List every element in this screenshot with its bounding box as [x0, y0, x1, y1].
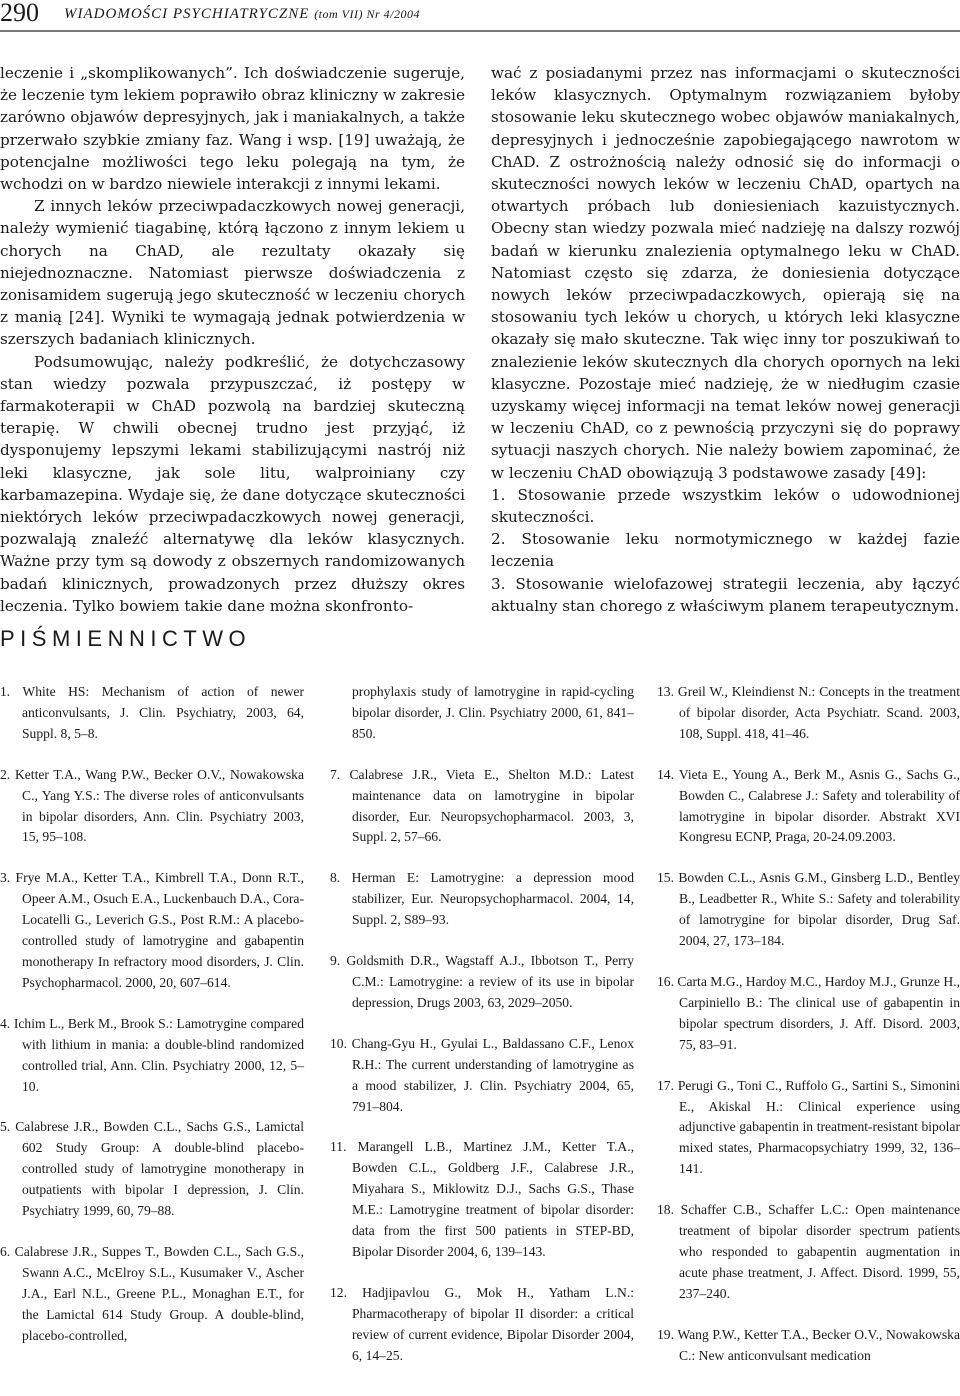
reference-item: 8. Herman E: Lamotrygine: a depression mood stabilizer, Eur. Neuropsychopharmacol. 2004, 14, Suppl. 2, S89–93.	[330, 870, 634, 928]
reference-item: 14. Vieta E., Young A., Berk M., Asnis G., Sachs G., Bowden C., Calabrese J.: Safety and tolerability of lamotrygine in bipolar disorder. Abstrakt XVI Kongresu ECNP, Praga, 20-24.09.2003.	[657, 766, 960, 845]
reference-item: 18. Schaffer C.B., Schaffer L.C.: Open maintenance treatment of bipolar disorder spectrum patients who responded to gabapentin augmentation in acute phase treatment, J. Affect. Disord. 1999, 55, 237–240.	[657, 1202, 960, 1301]
reference-item: 7. Calabrese J.R., Vieta E., Shelton M.D.: Latest maintenance data on lamotrygine in bipolar disorder, Eur. Neuropsychopharmacol. 2003, 3, Suppl. 2, 57–66.	[330, 766, 634, 845]
body-column-left	[0, 62, 465, 617]
header-rule	[0, 30, 960, 32]
reference-item: 11. Marangell L.B., Martinez J.M., Ketter T.A., Bowden C.L., Goldberg J.F., Calabrese J.R., Miyahara S., Miklowitz D.J., Sachs G.S., Thase M.E.: Lamotrygine treatment of bipolar disorder: data from the first 500 patients in STEP-BD, Bipolar Disorder 2004, 6, 139–143.	[330, 1139, 634, 1259]
paragraph: Z innych leków przeciwpadaczkowych nowej generacji, należy wymienić tiagabinę, którą łączono z innym lekiem u chorych na ChAD, ale rezultaty okazały się niejednoznaczne. Natomiast pierwsze doświadczenia z zonisamidem sugerują jego skuteczność w leczeniu chorych z manią [24]. Wyniki te wymagają jednak potwierdzenia w szerszych badaniach klinicznych.	[0, 197, 465, 349]
reference-item: 12. Hadjipavlou G., Mok H., Yatham L.N.: Pharmacotherapy of bipolar II disorder: a critical review of current evidence, Bipolar Disorder 2004, 6, 14–25.	[330, 1284, 634, 1363]
paragraph: leczenie i „skomplikowanych”. Ich doświadczenie sugeruje, że leczenie tym lekiem poprawiło obraz kliniczny w zakresie zarówno objawów depresyjnych, jak i maniakalnych, a także przerwało szybkie zmiany faz. Wang i wsp. [19] uważają, że potencjalne możliwości tego leku polegają na tym, że wchodzi on w bardzo niewiele interakcji z innymi lekami.	[0, 64, 465, 194]
principle-item: 1. Stosowanie przede wszystkim leków o udowodnionej skuteczności.	[491, 485, 960, 527]
reference-item: 19. Wang P.W., Ketter T.A., Becker O.V., Nowakowska C.: New anticonvulsant medication	[657, 1326, 960, 1363]
running-head	[64, 6, 420, 23]
paragraph: Podsumowując, należy podkreślić, że dotychczasowy stan wiedzy pozwala przypuszczać, iż postępy w farmakoterapii w ChAD pozwolą na bardziej skuteczną terapię. W chwili obecnej trudno jest przyjąć, iż dysponujemy lepszymi lekami stabilizującymi nastrój niż leki klasyczne, jak sole litu, walproiniany czy karbamazepina. Wydaje się, że dane dotyczące skuteczności niektórych leków przeciwpadaczkowych nowej generacji, pozwalają znaleźć alternatywę dla leków klasycznych. Ważne przy tym są dowody z obszernych randomizowanych badań klinicznych, prowadzonych przez dłuższy okres leczenia. Tylko bowiem takie dane można skonfronto-	[0, 352, 465, 615]
principle-item: 2. Stosowanie leku normotymicznego w każdej fazie leczenia	[491, 530, 960, 571]
journal-title: WIADOMOŚCI PSYCHIATRYCZNE	[64, 6, 310, 22]
reference-item: 3. Frye M.A., Ketter T.A., Kimbrell T.A., Donn R.T., Opeer A.M., Osuch E.A., Luckenbauch D.A., Cora-Locatelli G., Leverich G.S., Post R.M.: A placebo-controlled study of lamotrygine and gabapentin monotherapy In refractory mood disorders, J. Clin. Psychopharmacol. 2000, 20, 607–614.	[0, 870, 304, 990]
reference-item-continued: prophylaxis study of lamotrygine in rapid-cycling bipolar disorder, J. Clin. Psychiatry 2000, 61, 841–850.	[352, 684, 634, 741]
page-header	[0, 0, 960, 30]
body-column-right	[491, 62, 960, 617]
reference-item: 6. Calabrese J.R., Suppes T., Bowden C.L., Sach G.S., Swann A.C., McElroy S.L., Kusumaker V., Ascher J.A., Earl N.L., Greene P.L., Monaghan E.T., for the Lamictal 614 Study Group. A double-blind, placebo-controlled,	[0, 1243, 304, 1343]
reference-item: 10. Chang-Gyu H., Gyulai L., Baldassano C.F., Lenox R.H.: The current understanding of lamotrygine as a mood stabilizer, J. Clin. Psychiatry 2004, 65, 791–804.	[330, 1035, 634, 1114]
reference-item: 17. Perugi G., Toni C., Ruffolo G., Sartini S., Simonini E., Akiskal H.: Clinical experience using adjunctive gabapentin in treatment-resistant bipolar mixed states, Pharmacopsychiatry 1999, 32, 136–141.	[657, 1077, 960, 1177]
principle-item: 3. Stosowanie wielofazowej strategii leczenia, aby łączyć aktualny stan chorego z właściwym planem terapeutycznym.	[491, 574, 960, 615]
reference-item: 16. Carta M.G., Hardoy M.C., Hardoy M.J., Grunze H., Carpiniello B.: The clinical use of gabapentin in bipolar spectrum disorders, J. Aff. Disord. 2003, 75, 83–91.	[657, 973, 960, 1052]
reference-item: 1. White HS: Mechanism of action of newer anticonvulsants, J. Clin. Psychiatry, 2003, 64, Suppl. 8, 5–8.	[0, 684, 304, 741]
reference-item: 2. Ketter T.A., Wang P.W., Becker O.V., Nowakowska C., Yang Y.S.: The diverse roles of anticonvulsants in bipolar disorders, Ann. Clin. Psychiatry 2003, 15, 95–108.	[0, 766, 304, 845]
journal-volume: (tom VII) Nr 4/2004	[314, 7, 421, 21]
reference-item: 13. Greil W., Kleindienst N.: Concepts in the treatment of bipolar disorder, Acta Psychiatr. Scand. 2003, 108, Suppl. 418, 41–46.	[657, 684, 960, 741]
reference-item: 5. Calabrese J.R., Bowden C.L., Sachs G.S., Lamictal 602 Study Group: A double-blind placebo-controlled study of lamotrygine monotherapy in outpatients with bipolar I depression, J. Clin. Psychiatry 1999, 60, 79–88.	[0, 1119, 304, 1219]
references-column-2	[330, 682, 634, 1366]
reference-item: 4. Ichim L., Berk M., Brook S.: Lamotrygine compared with lithium in mania: a double-blind randomized controlled trial, Ann. Clin. Psychiatry 2000, 12, 5–10.	[0, 1015, 304, 1094]
paragraph: wać z posiadanymi przez nas informacjami o skuteczności leków klasycznych. Optymalnym rozwiązaniem byłoby stosowanie leku skutecznego wobec objawów maniakalnych, depresyjnych i jednocześnie zapobiegającego nawrotom w ChAD. Z ostrożnością należy odnosić się do informacji o skuteczności nowych leków w leczeniu ChAD, opartych na otwartych próbach lub doniesieniach kazuistycznych. Obecny stan wiedzy pozwala mieć nadzieję na dalszy rozwój badań w kierunku znalezienia optymalnego leku w ChAD. Natomiast często się zdarza, że doniesienia dotyczące nowych leków przeciwpadaczkowych, opierają się na stosowaniu tych leków u chorych, u których leki klasyczne okazały się mało skuteczne. Tak więc inny tor poszukiwań to znalezienie leków skutecznych dla chorych opornych na leki klasyczne. Pozostaje mieć nadzieję, że w niedługim czasie uzyskamy więcej informacji na temat leków nowej generacji w leczeniu ChAD, co z pewnością przyczyni się do poprawy sytuacji naszych chorych. Nie należy bowiem zapominać, że w leczeniu ChAD obowiązują 3 podstawowe zasady [49]:	[491, 64, 960, 482]
page-number: 290	[0, 0, 39, 27]
reference-item: 15. Bowden C.L., Asnis G.M., Ginsberg L.D., Bentley B., Leadbetter R., White S.: Safety and tolerability of lamotrygine for bipolar disorder, Drug Saf. 2004, 27, 173–184.	[657, 870, 960, 949]
references-heading: PIŚMIENNICTWO	[0, 626, 252, 651]
reference-item: 9. Goldsmith D.R., Wagstaff A.J., Ibbotson T., Perry C.M.: Lamotrygine: a review of its use in bipolar depression, Drugs 2003, 63, 2029–2050.	[330, 953, 634, 1010]
references-column-3	[657, 682, 960, 1366]
references-column-1	[0, 682, 304, 1346]
